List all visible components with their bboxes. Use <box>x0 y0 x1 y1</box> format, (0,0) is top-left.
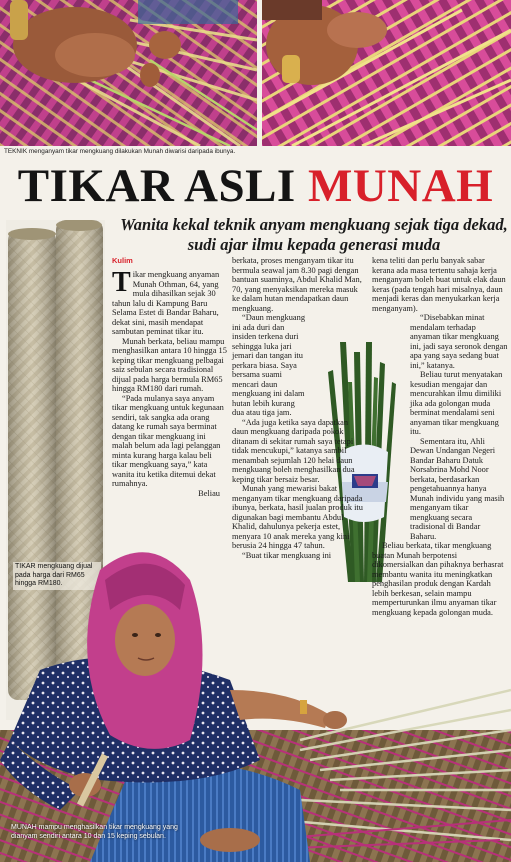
article-paragraph: “Ada juga ketika saya dapatkan daun mengkuang daripada pokok ditanam di sekitar rumah saya tetapi tidak mencukupi,” katanya sambil menambah sejumlah 120 helai daun mengkuang boleh menghasilkan dua keping tikar bersaiz besar. <box>232 417 355 484</box>
article-paragraph: kena teliti dan perlu banyak sabar kerana ada masa tertentu sahaja kerja menganyam boleh buat untuk elak daun keras (pada tengah hari misalnya, daun menjadi keras dan menyukarkan kerja menganyam). <box>372 256 506 313</box>
headline-part-black: TIKAR ASLI <box>17 160 296 212</box>
subheadline: Wanita kekal teknik anyam mengkuang sejak tiga dekad, sudi ajar ilmu kepada generasi muda <box>120 215 508 254</box>
mats-photo-caption: TIKAR mengkuang dijual pada harga dari RM65 hingga RM180. <box>13 562 101 590</box>
article-paragraph: Beliau turut menyatakan kesudian mengajar dan mencurahkan ilmu dimiliki jika ada golongan muda berminat mendalami seni anyaman tikar mengkuang itu. <box>410 370 503 436</box>
article-paragraph: Munah berkata, beliau mampu menghasilkan antara 10 hingga 15 keping tikar mengkuang pelbagai saiz sebulan secara tradisional dijual pada harga bermula RM65 hingga RM180 dari rumah. <box>112 336 227 393</box>
woman-photo-caption: MUNAH mampu menghasilkan tikar mengkuang yang dianyam sendiri antara 10 dan 15 keping sebulan. <box>11 824 178 840</box>
article-paragraph: Munah yang mewarisi bakat menganyam tikar mengkuang daripada ibunya, berkata, hasil jualan produk itu digunakan bagi membantu Abdul Khalid, dahulunya pekerja estet, menyara 10 anak mereka yang kini berusia 24 hingga 47 tahun. <box>232 484 363 550</box>
article-paragraph: Beliau berkata, tikar mengkuang buatan Munah berpotensi dikomersialkan dan pihaknya berhasrat membantu wanita itu meningkatkan penghasilan produk dengan Kardah lebih berkesan, selain mampu memperturunkan ilmu anyaman tikar mengkuang kepada golongan muda. <box>372 541 504 617</box>
article-paragraph: Beliau <box>198 488 220 498</box>
drop-cap: T <box>112 267 131 298</box>
article-paragraph: “Disebabkan minat mendalam terhadap anyaman tikar mengkuang ini, jadi saya seronok dengan apa yang saya sedang buat ini,” katanya. <box>410 313 508 370</box>
article-paragraph: “Pada mulanya saya anyam tikar mengkuang untuk kegunaan sendiri, tak sangka ada orang datang ke rumah saya berminat dengan tikar mengkuang ini malah belum ada lagi pelanggan minta kurang harga kalau beli tikar mengkuang saya,” kata wanita itu ketika ditemui dekat rumahnya. <box>112 393 224 488</box>
article-paragraph: Sementara itu, Ahli Dewan Undangan Negeri Bandar Baharu Datuk Norsabrina Mohd Noor berkata, berdasarkan pengetahuannya hanya Munah individu yang masih menganyam tikar mengkuang secara tradisional di Bandar Baharu. <box>410 436 505 541</box>
page-title <box>0 160 511 212</box>
article-column-3 <box>372 256 508 617</box>
weaving-hands-photo-right <box>262 0 511 146</box>
article-column-2 <box>232 256 364 560</box>
article-paragraph: “Buat tikar mengkuang ini <box>242 550 332 560</box>
article-column-1 <box>112 256 228 498</box>
article-paragraph: berkata, proses menganyam tikar itu bermula seawal jam 8.30 pagi dengan bantuan suaminya, Abdul Khalid Man, 70, yang menyaksikan mereka masuk ke dalam hutan mendapatkan daun mengkuang. <box>232 256 362 313</box>
byline: Kulim <box>112 256 133 265</box>
weaving-hands-photo-left <box>0 0 257 146</box>
article-paragraph: “Daun mengkuang ini ada duri dan insiden terkena duri sehingga luka jari jemari dan tangan itu perkara biasa. Saya bersama suami mencari daun mengkuang ini dalam hutan lebih kurang dua atau tiga jam. <box>232 313 306 417</box>
headline-part-red: MUNAH <box>307 160 494 212</box>
article-paragraph: ikar mengkuang anyaman Munah Othman, 64, yang mula dihasilkan sejak 30 tahun lalu di Kampung Baru Selama Estet di Bandar Baharu, dekat sini, masih mendapat sambutan peminat tikar itu. <box>112 270 220 336</box>
top-photo-caption: TEKNIK menganyam tikar mengkuang dilakukan Munah diwarisi daripada ibunya. <box>4 148 236 155</box>
